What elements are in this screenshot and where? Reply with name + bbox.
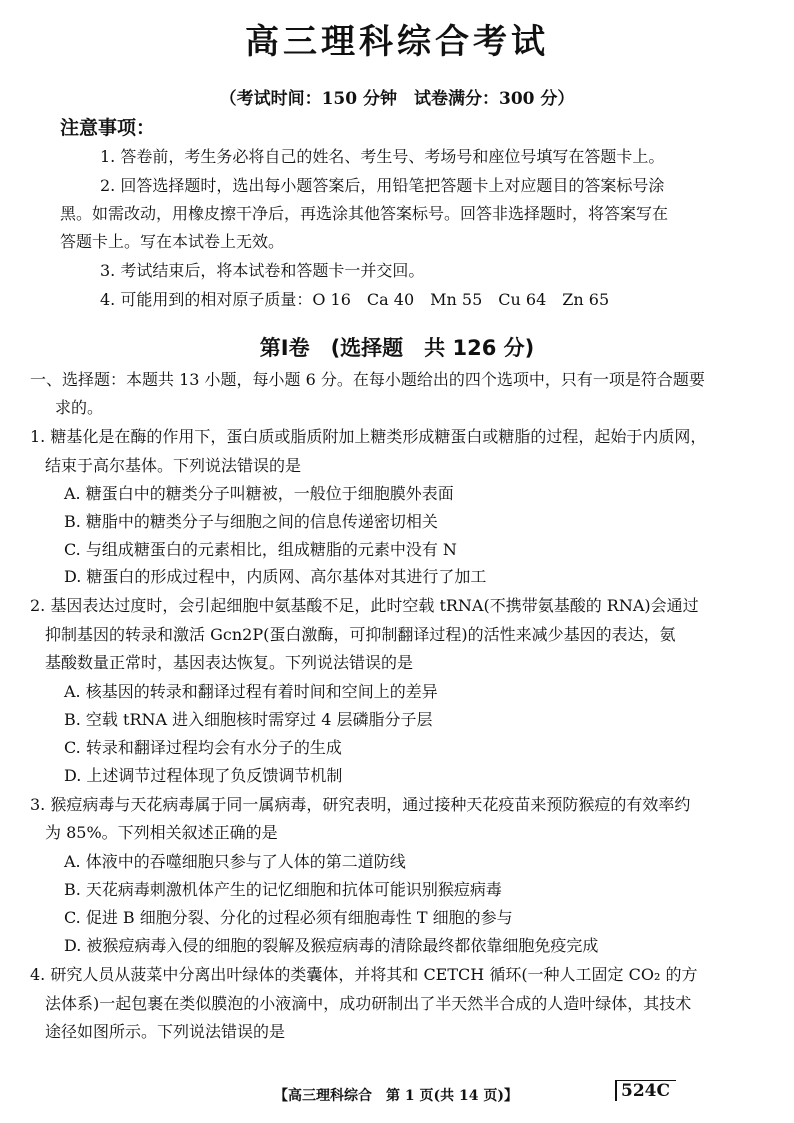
notice-line: 2. 回答选择题时，选出每小题答案后，用铅笔把答题卡上对应题目的答案标号涂: [100, 176, 665, 195]
question-1-option-b: B. 糖脂中的糖类分子与细胞之间的信息传递密切相关: [64, 512, 438, 531]
question-3-option-a: A. 体液中的吞噬细胞只参与了人体的第二道防线: [64, 852, 406, 871]
section-intro: 一、选择题：本题共 13 小题，每小题 6 分。在每小题给出的四个选项中，只有一项是符合题要: [30, 370, 705, 389]
question-1-stem: 结束于高尔基体。下列说法错误的是: [45, 456, 302, 475]
question-4-stem: 途径如图所示。下列说法错误的是: [45, 1022, 286, 1041]
question-2-stem: 基酸数量正常时，基因表达恢复。下列说法错误的是: [45, 653, 414, 672]
paper-code: 524C: [615, 1080, 676, 1101]
question-1-option-c: C. 与组成糖蛋白的元素相比，组成糖脂的元素中没有 N: [64, 540, 457, 559]
question-3-option-b: B. 天花病毒刺激机体产生的记忆细胞和抗体可能识别猴痘病毒: [64, 880, 502, 899]
question-3-stem: 3. 猴痘病毒与天花病毒属于同一属病毒，研究表明，通过接种天花疫苗来预防猴痘的有效率约: [30, 795, 691, 814]
question-1-stem: 1. 糖基化是在酶的作用下，蛋白质或脂质附加上糖类形成糖蛋白或糖脂的过程，起始于内质网，: [30, 427, 707, 446]
section-title: 第Ⅰ卷 (选择题 共 126 分): [259, 336, 535, 360]
notice-line: 答题卡上。写在本试卷上无效。: [60, 232, 285, 251]
notice-line: 1. 答卷前，考生务必将自己的姓名、考生号、考场号和座位号填写在答题卡上。: [100, 147, 665, 166]
question-2-stem: 抑制基因的转录和激活 Gcn2P(蛋白激酶，可抑制翻译过程)的活性来减少基因的表达，氨: [45, 625, 676, 644]
question-3-option-c: C. 促进 B 细胞分裂、分化的过程必须有细胞毒性 T 细胞的参与: [64, 908, 513, 927]
question-4-stem: 4. 研究人员从菠菜中分离出叶绿体的类囊体，并将其和 CETCH 循环(一种人工固定 CO₂ 的方: [30, 965, 698, 984]
question-2-stem: 2. 基因表达过度时，会引起细胞中氨基酸不足，此时空载 tRNA(不携带氨基酸的 RNA)会通过: [30, 596, 699, 615]
question-2-option-b: B. 空载 tRNA 进入细胞核时需穿过 4 层磷脂分子层: [64, 710, 433, 729]
exam-info: （考试时间：150 分钟 试卷满分：300 分）: [219, 89, 575, 109]
question-3-stem: 为 85%。下列相关叙述正确的是: [45, 823, 278, 842]
question-3-option-d: D. 被猴痘病毒入侵的细胞的裂解及猴痘病毒的清除最终都依靠细胞免疫完成: [64, 936, 599, 955]
question-4-stem: 法体系)一起包裹在类似膜泡的小液滴中，成功研制出了半天然半合成的人造叶绿体，其技术: [45, 994, 692, 1013]
notice-heading: 注意事项：: [60, 117, 156, 139]
question-1-option-d: D. 糖蛋白的形成过程中，内质网、高尔基体对其进行了加工: [64, 567, 487, 586]
notice-line: 黑。如需改动，用橡皮擦干净后，再选涂其他答案标号。回答非选择题时，将答案写在: [60, 204, 669, 223]
question-2-option-a: A. 核基因的转录和翻译过程有着时间和空间上的差异: [64, 682, 438, 701]
page-footer: 【高三理科综合 第 1 页(共 14 页)】: [274, 1088, 518, 1104]
question-2-option-c: C. 转录和翻译过程均会有水分子的生成: [64, 738, 342, 757]
notice-line: 3. 考试结束后，将本试卷和答题卡一并交回。: [100, 261, 425, 280]
section-intro: 求的。: [55, 398, 104, 417]
question-1-option-a: A. 糖蛋白中的糖类分子叫糖被，一般位于细胞膜外表面: [64, 484, 454, 503]
question-2-option-d: D. 上述调节过程体现了负反馈调节机制: [64, 766, 343, 785]
notice-line: 4. 可能用到的相对原子质量：O 16 Ca 40 Mn 55 Cu 64 Zn 65: [100, 290, 610, 309]
page-title: 高三理科综合考试: [245, 22, 549, 62]
